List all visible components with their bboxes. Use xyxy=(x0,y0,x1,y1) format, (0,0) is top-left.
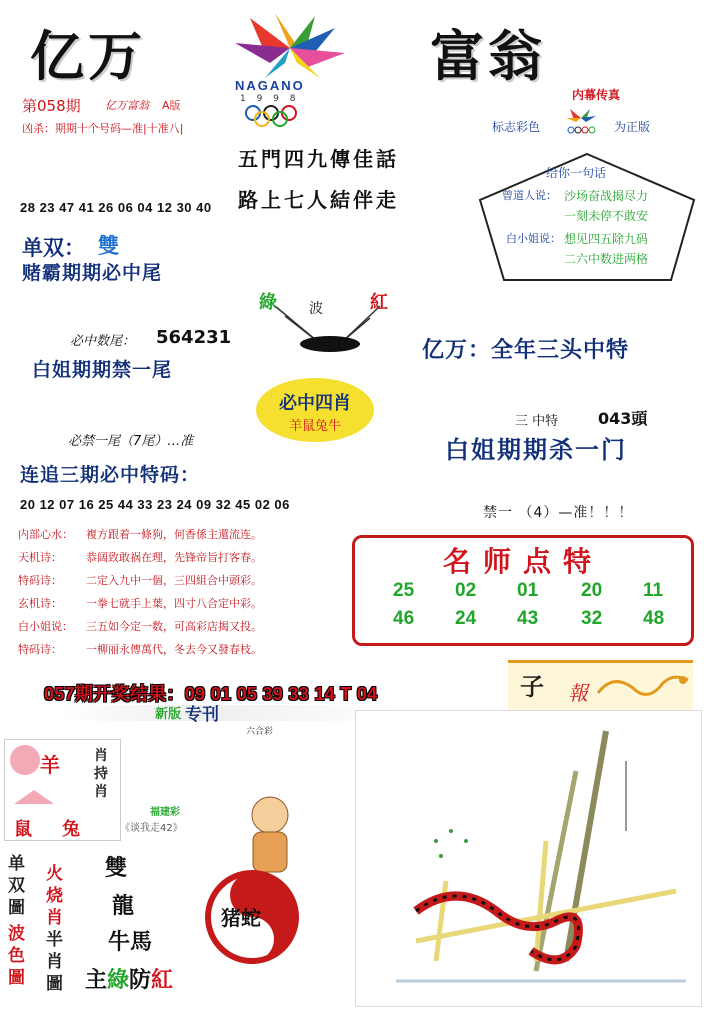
poem-text: 一柳丽永傳萬代，冬去今又發春枝。 xyxy=(86,643,262,656)
logo-text: NAGANO xyxy=(235,78,305,93)
fax-title: 内幕传真 xyxy=(572,88,621,102)
long-char: 龍 xyxy=(112,894,135,919)
pig-snake-text: 猪蛇 xyxy=(221,906,261,930)
nagano-logo xyxy=(205,8,375,128)
mouse-char: 鼠 xyxy=(14,819,32,840)
flower-logo-icon xyxy=(205,8,375,83)
vertical-text: 肖持肖 xyxy=(94,748,108,800)
poem-row xyxy=(18,523,348,546)
mingshi-number: 43 xyxy=(517,608,539,629)
olympic-rings-icon xyxy=(245,105,345,125)
mingshi-number: 46 xyxy=(393,608,415,629)
poem-text: 複方跟着一條狗，何香係主還流连。 xyxy=(86,528,262,541)
title-left: 亿万 xyxy=(30,24,146,88)
yiwan-line: 亿万：全年三头中特 xyxy=(422,338,630,363)
four-xiao-title: 必中四肖 xyxy=(279,393,351,414)
fang-char: 防 xyxy=(129,968,152,993)
green-red-line xyxy=(85,963,173,994)
poem-text: 三五如今定一数，可高彩店揭又投。 xyxy=(86,620,262,633)
poem-row xyxy=(18,592,348,615)
small-label: 福建彩 xyxy=(150,807,180,818)
brand-tag: 亿万富翁 xyxy=(105,99,149,112)
bizhong-sub: 白姐期期禁一尾 xyxy=(32,359,173,381)
dragon-icon xyxy=(593,668,693,708)
danshuang-label: 单双： xyxy=(22,236,85,260)
advice-line-1a: 沙场奋战揭尽力 xyxy=(564,189,649,203)
mingshi-number: 20 xyxy=(581,580,603,601)
banner-brand: 新版 xyxy=(155,707,182,722)
grid-label: 单双圖 xyxy=(8,854,25,918)
danshuang-value: 雙 xyxy=(98,234,119,258)
lianzhui-numbers: 20 12 07 16 25 44 33 23 24 09 32 45 02 06 xyxy=(20,497,290,512)
advice-pentagon xyxy=(476,150,698,285)
title-right: 富翁 xyxy=(430,24,546,88)
issue-number: 第058期 xyxy=(22,97,81,115)
banner-tag: 六合彩 xyxy=(246,727,274,737)
bizhong-label: 必中数尾： xyxy=(70,334,136,349)
grid-label: 火烧肖 xyxy=(46,864,63,928)
bizhong-value: 564231 xyxy=(156,327,232,348)
lv-char: 綠 xyxy=(107,968,130,993)
four-xiao-animals: 羊鼠兔牛 xyxy=(288,419,341,434)
poem-text: 恭阔致敢祸在理，先锋帝旨打客春。 xyxy=(86,551,262,564)
zodiac-box xyxy=(0,735,210,845)
advice-line-1b: 一刻未停不敢安 xyxy=(564,209,649,223)
banner-title: 专刊 xyxy=(185,705,219,725)
fax-right-label: 为正版 xyxy=(614,120,651,134)
zhu-char: 主 xyxy=(85,968,108,993)
advice-line-2b: 二六中数进两格 xyxy=(564,252,649,266)
poem-text: 一拳七就手上葉，四寸八合定中彩。 xyxy=(86,597,262,610)
draw-result: 057期开奖结果：09 01 05 39 33 14 T 04 xyxy=(44,684,378,704)
sheep-char: 羊 xyxy=(40,753,60,777)
grid-label: 半肖圖 xyxy=(46,930,63,994)
three-head-sub: 白姐期期杀一门 xyxy=(445,436,627,464)
zi-bao-box xyxy=(508,660,693,713)
mingshi-number: 01 xyxy=(517,580,539,601)
three-head-value: 043頭 xyxy=(598,409,648,428)
danshuang-sub: 赌霸期期必中尾 xyxy=(22,262,163,284)
poem-label: 内部心水： xyxy=(18,528,73,541)
advice-speaker-1: 曾道人说： xyxy=(502,189,557,202)
mingshi-number: 24 xyxy=(455,608,477,629)
lianzhui-title: 连追三期必中特码： xyxy=(20,464,201,486)
header-subtitle: 凶杀：期期十个号码—准|十准八| xyxy=(22,122,184,135)
jin-men: 禁一 （4）—准！！！ xyxy=(483,505,634,521)
bowl-red: 紅 xyxy=(370,292,388,313)
niuma-char: 牛馬 xyxy=(108,930,153,955)
rabbit-char: 兔 xyxy=(62,819,80,840)
cartoon-boy-icon xyxy=(235,790,305,880)
diagram-grid xyxy=(0,845,210,1008)
mingshi-number: 02 xyxy=(455,580,477,601)
poem-label: 玄机诗： xyxy=(18,597,62,610)
snake-picture xyxy=(355,710,702,1007)
bowl-black: 波 xyxy=(309,301,323,317)
color-bowl xyxy=(255,286,405,361)
mingshi-number: 25 xyxy=(393,580,415,601)
snake-illustration-icon xyxy=(356,711,701,1006)
shuang-char: 雙 xyxy=(105,856,128,881)
poem-row xyxy=(18,638,348,661)
advice-line-2a: 想见四五除九码 xyxy=(564,232,649,246)
poem-label: 特码诗： xyxy=(18,574,62,587)
hong-char: 紅 xyxy=(151,968,174,993)
jin-tail: 必禁一尾（7尾）…准 xyxy=(68,434,194,449)
poem-label: 特码诗： xyxy=(18,643,62,656)
poem-text: 二定入九中一個，三四組合中頭彩。 xyxy=(86,574,262,587)
poem-line-1: 五門四九傳佳話 xyxy=(238,147,399,171)
advice-speaker-2: 白小姐说： xyxy=(506,232,561,245)
mingshi-title: 名师点特 xyxy=(442,545,603,578)
pig-snake-circle xyxy=(205,870,300,965)
banner-strip xyxy=(60,705,400,721)
zi-char: 子 xyxy=(520,673,544,701)
bao-char: 報 xyxy=(568,681,588,705)
poem-label: 天机诗： xyxy=(18,551,62,564)
mingshi-number: 48 xyxy=(643,608,665,629)
advice-title: 给你一句话 xyxy=(546,166,607,180)
poem-row xyxy=(18,615,348,638)
poem-line-2: 路上七人結伴走 xyxy=(238,188,399,212)
poem-row xyxy=(18,569,348,592)
grid-label: 波色圖 xyxy=(8,924,25,988)
poem-row xyxy=(18,546,348,569)
numbers-top: 28 23 47 41 26 06 04 12 30 40 xyxy=(20,200,212,215)
three-head-prefix: 三 中特 xyxy=(515,414,559,429)
small-sub: 《谈我走42》 xyxy=(120,823,183,834)
mingshi-number: 32 xyxy=(581,608,603,629)
sheep-icon xyxy=(10,745,40,775)
grade-tag: A版 xyxy=(162,99,181,112)
fax-left-label: 标志彩色 xyxy=(492,120,541,134)
mini-logo-icon xyxy=(556,106,606,134)
mingshi-box xyxy=(352,535,694,646)
bowl-green: 綠 xyxy=(259,292,277,313)
fan-icon xyxy=(14,790,54,804)
poem-list xyxy=(18,523,348,661)
fax-box xyxy=(492,86,672,138)
logo-year: 1 9 9 8 xyxy=(240,94,300,104)
four-xiao-oval xyxy=(253,375,377,445)
poem-label: 白小姐说： xyxy=(18,620,73,633)
mingshi-number: 11 xyxy=(643,580,664,601)
